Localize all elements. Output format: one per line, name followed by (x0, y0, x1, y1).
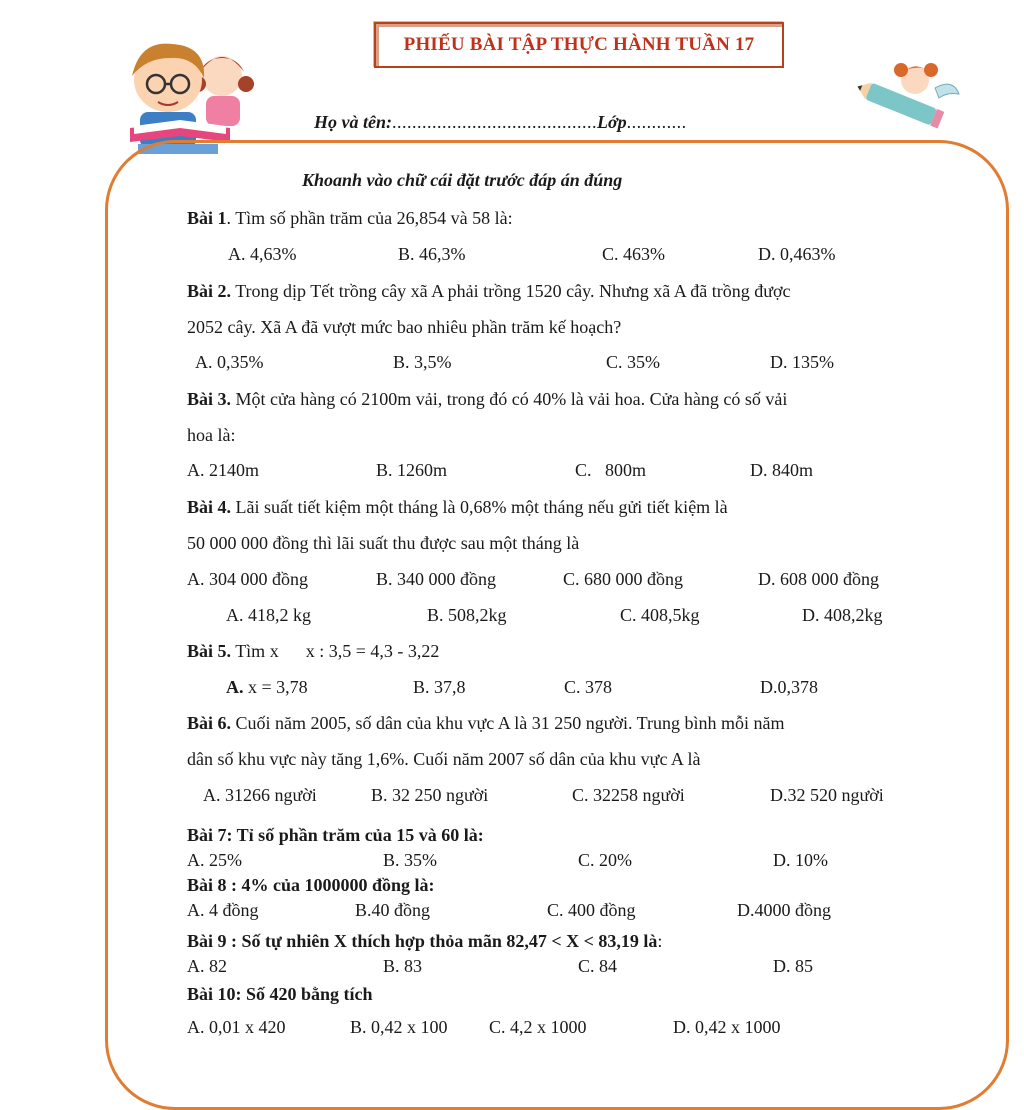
option-c[interactable]: C. 408,5kg (620, 605, 700, 625)
question-5 (187, 641, 439, 662)
question-text: Một cửa hàng có 2100m vải, trong đó có 40% là vải hoa. Cửa hàng có số vải (231, 389, 788, 409)
question-label: Bài 4. (187, 497, 232, 517)
option-c[interactable]: C. 20% (578, 850, 632, 870)
option-b[interactable]: B. 0,42 x 100 (350, 1017, 448, 1037)
class-dots: ............ (626, 112, 687, 132)
option-b[interactable]: B. 35% (383, 850, 437, 870)
option-d[interactable]: D. 135% (770, 352, 834, 372)
option-b[interactable]: B. 32 250 người (371, 785, 489, 805)
option-a[interactable]: A. 304 000 đồng (187, 569, 308, 589)
class-label: Lớp (597, 112, 627, 132)
option-c[interactable]: C. 680 000 đồng (563, 569, 684, 589)
question-label: Bài 2. (187, 281, 232, 301)
option-b[interactable]: B.40 đồng (355, 900, 431, 920)
question-6-line-2: dân số khu vực này tăng 1,6%. Cuối năm 2007 số dân của khu vực A là (187, 749, 701, 769)
option-c[interactable]: C. 32258 người (572, 785, 685, 805)
question-label: Bài 1 (187, 208, 227, 228)
question-3 (187, 389, 787, 410)
option-c[interactable]: C. 4,2 x 1000 (489, 1017, 587, 1037)
question-label: Bài 3. (187, 389, 232, 409)
option-c[interactable]: C. 800m (575, 460, 647, 480)
option-a[interactable]: A. 0,35% (195, 352, 264, 372)
option-a[interactable]: A. 31266 người (203, 785, 317, 805)
option-d[interactable]: D. 608 000 đồng (758, 569, 879, 589)
option-b[interactable]: B. 508,2kg (427, 605, 507, 625)
option-b[interactable]: B. 83 (383, 956, 423, 976)
question-8: Bài 8 : 4% của 1000000 đồng là: (187, 875, 435, 895)
option-b[interactable]: B. 37,8 (413, 677, 466, 697)
option-c[interactable]: C. 463% (602, 244, 665, 264)
question-4-line-2: 50 000 000 đồng thì lãi suất thu được sau một tháng là (187, 533, 580, 553)
option-a[interactable]: A. 25% (187, 850, 242, 870)
option-a-text: x = 3,78 (243, 677, 308, 697)
option-d[interactable]: D.4000 đồng (737, 900, 831, 920)
question-7: Bài 7: Tỉ số phần trăm của 15 và 60 là: (187, 825, 484, 845)
option-a-letter: A. (226, 677, 244, 697)
option-a[interactable]: A. 418,2 kg (226, 605, 311, 625)
option-c[interactable]: C. 378 (564, 677, 613, 697)
option-c[interactable]: C. 84 (578, 956, 618, 976)
question-label: Bài 6. (187, 713, 232, 733)
name-dots: ......................................... (392, 112, 597, 132)
option-a[interactable]: A. 4 đồng (187, 900, 259, 920)
question-label: Bài 5. (187, 641, 232, 661)
name-label: Họ và tên: (314, 112, 392, 132)
option-a[interactable]: A. 0,01 x 420 (187, 1017, 286, 1037)
option-a[interactable] (226, 677, 308, 698)
question-6 (187, 713, 785, 734)
question-text: Trong dịp Tết trồng cây xã A phải trồng 1520 cây. Nhưng xã A đã trồng được (231, 281, 791, 301)
question-text: Bài 9 : Số tự nhiên X thích hợp thỏa mãn 82,47 < X < 83,19 là (187, 931, 658, 951)
option-b[interactable]: B. 46,3% (398, 244, 466, 264)
option-d[interactable]: D. 10% (773, 850, 828, 870)
option-d[interactable]: D.0,378 (760, 677, 818, 697)
question-text-tail: : (657, 931, 663, 951)
title-box (374, 22, 784, 68)
question-text: Lãi suất tiết kiệm một tháng là 0,68% một tháng nếu gửi tiết kiệm là (231, 497, 728, 517)
option-d[interactable]: D. 0,463% (758, 244, 836, 264)
option-a[interactable]: A. 82 (187, 956, 227, 976)
question-2-line-2: 2052 cây. Xã A đã vượt mức bao nhiêu phần trăm kế hoạch? (187, 317, 622, 337)
question-text: Tìm x x : 3,5 = 4,3 - 3,22 (231, 641, 440, 661)
option-b[interactable]: B. 3,5% (393, 352, 452, 372)
option-d[interactable]: D.32 520 người (770, 785, 884, 805)
name-line (314, 112, 687, 133)
question-10: Bài 10: Số 420 bằng tích (187, 984, 373, 1004)
option-c[interactable]: C. 35% (606, 352, 660, 372)
option-d[interactable]: D. 85 (773, 956, 813, 976)
option-d[interactable]: D. 408,2kg (802, 605, 883, 625)
page-title: PHIẾU BÀI TẬP THỰC HÀNH TUẦN 17 (403, 34, 755, 55)
option-c[interactable]: C. 400 đồng (547, 900, 636, 920)
option-d[interactable]: D. 840m (750, 460, 813, 480)
option-a[interactable]: A. 4,63% (228, 244, 297, 264)
question-9 (187, 931, 662, 952)
question-text: . Tìm số phần trăm của 26,854 và 58 là: (226, 208, 513, 228)
option-b[interactable]: B. 340 000 đồng (376, 569, 497, 589)
question-2 (187, 281, 790, 302)
question-text: Cuối năm 2005, số dân của khu vực A là 31 250 người. Trung bình mỗi năm (231, 713, 785, 733)
option-a[interactable]: A. 2140m (187, 460, 259, 480)
pencil-girl-illustration (855, 58, 965, 138)
instruction: Khoanh vào chữ cái đặt trước đáp án đúng (302, 170, 623, 190)
question-1 (187, 208, 513, 229)
question-3-line-2: hoa là: (187, 425, 236, 445)
option-b[interactable]: B. 1260m (376, 460, 448, 480)
option-d[interactable]: D. 0,42 x 1000 (673, 1017, 781, 1037)
question-4 (187, 497, 728, 518)
